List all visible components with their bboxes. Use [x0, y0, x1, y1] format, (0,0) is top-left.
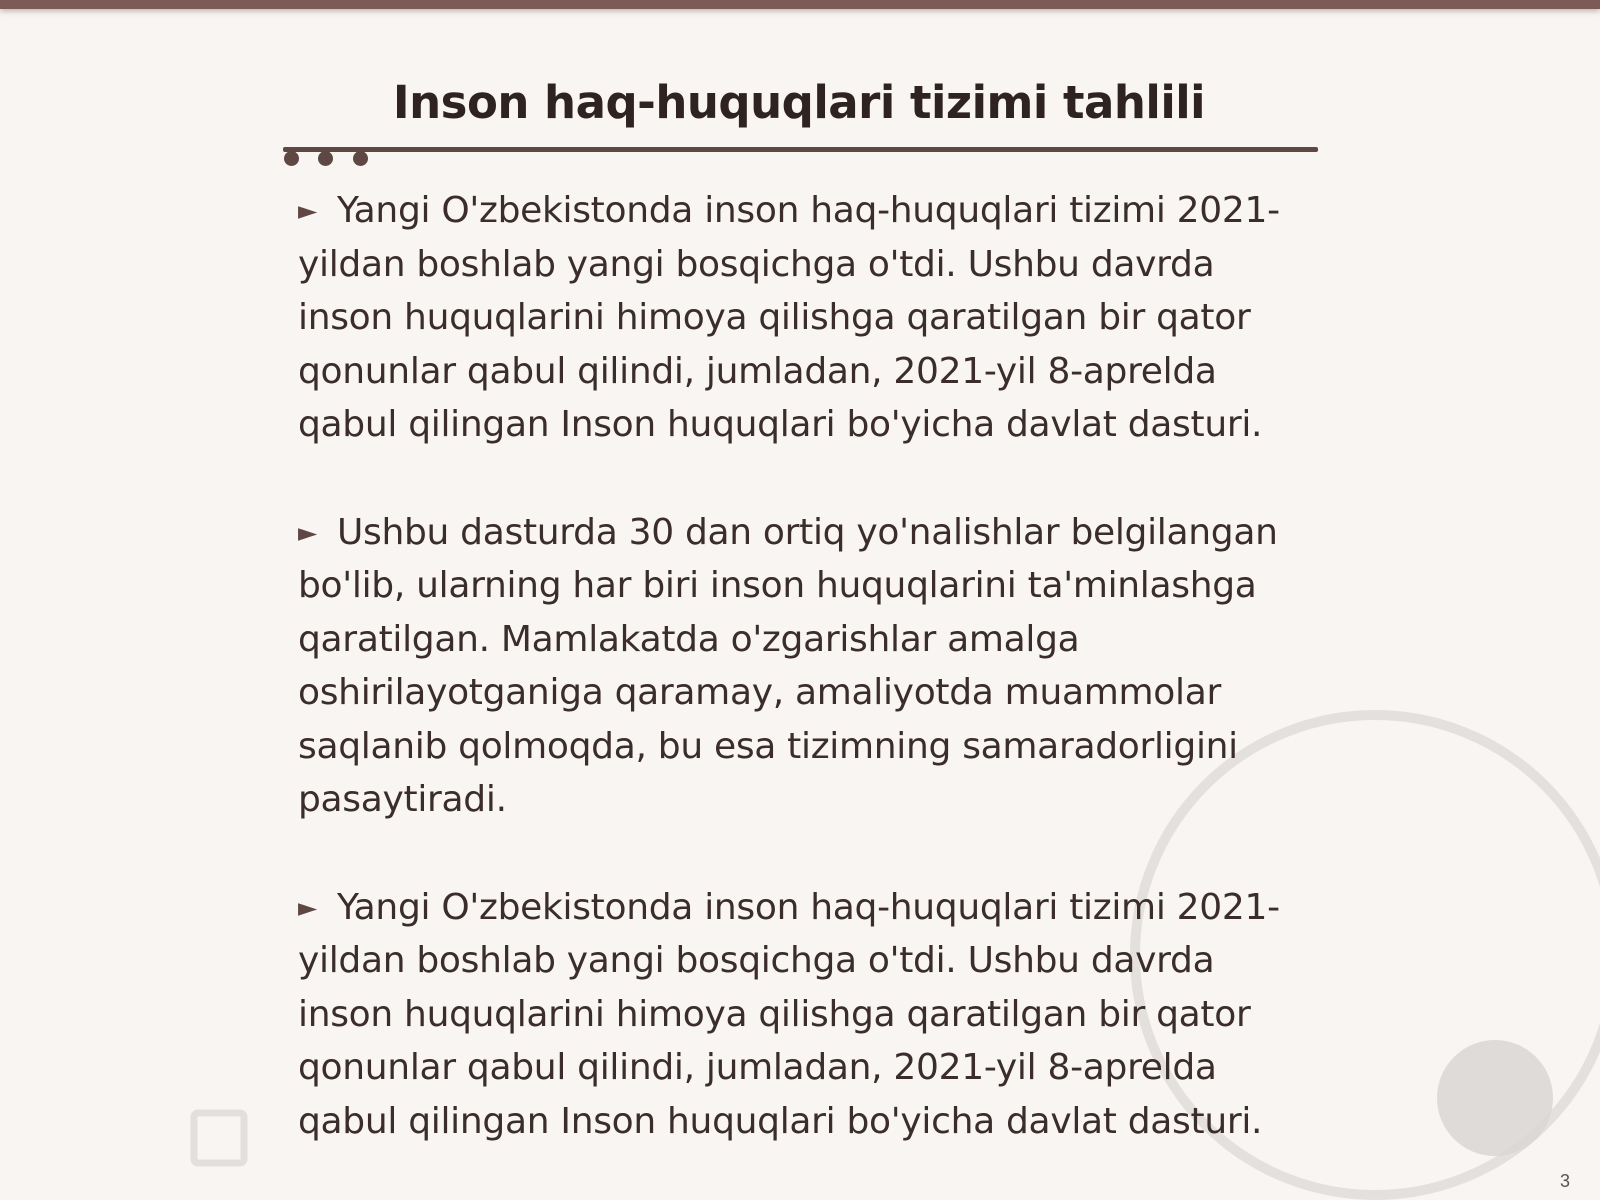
small-circle-decoration — [1437, 1040, 1553, 1156]
rule-dot-2 — [318, 151, 333, 166]
rule-dot-1 — [284, 151, 299, 166]
paragraph-text: Yangi O'zbekistonda inson haq-huquqlari tizimi 2021-yildan boshlab yangi bosqichga o'tdi. Ushbu davrda inson huquqlarini himoya qilishga qaratilgan bir qator qonunlar qabul qilindi, jumladan, 2021-yil 8-aprelda qabul qilingan Inson huquqlari bo'yicha davlat dasturi. — [298, 886, 1280, 1142]
slide-title: Inson haq-huquqlari tizimi tahlili — [392, 76, 1206, 129]
bullet-arrow-icon: ► — [298, 517, 317, 547]
bullet-paragraph — [298, 881, 1318, 1149]
bullet-paragraph — [298, 184, 1318, 452]
page-number: 3 — [1559, 1171, 1570, 1191]
rule-dot-3 — [353, 151, 368, 166]
square-outline-decoration — [194, 1113, 244, 1163]
bullet-paragraph — [298, 506, 1318, 827]
bullet-arrow-icon: ► — [298, 892, 317, 922]
content-body — [298, 184, 1318, 1200]
bullet-arrow-icon: ► — [298, 196, 317, 225]
title-underline — [283, 147, 1318, 152]
paragraph-text: Ushbu dasturda 30 dan ortiq yo'nalishlar belgilangan bo'lib, ularning har biri inson huquqlarini ta'minlashga qaratilgan. Mamlakatda o'zgarishlar amalga oshirilayotganiga qaramay, amaliyotda muammolar saqlanib qolmoqda, bu esa tizimning samaradorligini pasaytiradi. — [298, 511, 1278, 820]
paragraph-text: Yangi O'zbekistonda inson haq-huquqlari tizimi 2021-yildan boshlab yangi bosqichga o'tdi. Ushbu davrda inson huquqlarini himoya qilishga qaratilgan bir qator qonunlar qabul qilindi, jumladan, 2021-yil 8-aprelda qabul qilingan Inson huquqlari bo'yicha davlat dasturi. — [298, 190, 1280, 445]
